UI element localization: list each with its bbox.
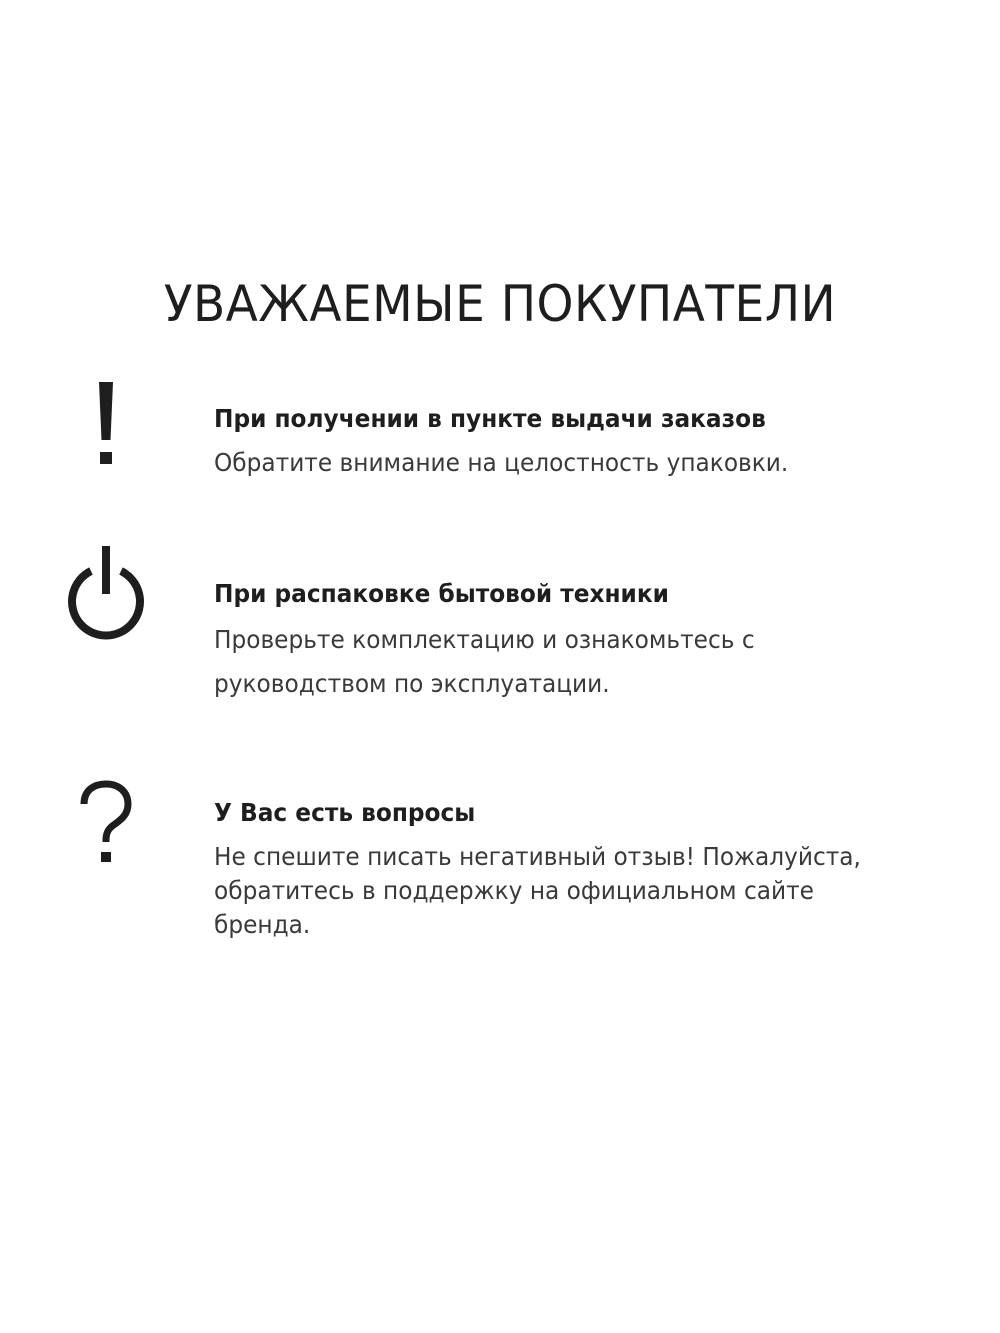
exclamation-icon-svg	[86, 378, 126, 470]
notice-text	[214, 618, 893, 706]
power-icon-svg	[63, 542, 149, 644]
notice-text-line: Не спешите писать негативный отзыв! Пожалуйста,	[214, 842, 861, 871]
notice-text-line: обратитесь в поддержку на официальном сайте	[214, 876, 814, 905]
question-icon-svg	[76, 780, 136, 868]
question-icon	[46, 780, 166, 868]
notice-text	[214, 446, 893, 480]
power-icon	[46, 542, 166, 644]
notice-text-line: бренда.	[214, 910, 311, 939]
page-title: УВАЖАЕМЫЕ ПОКУПАТЕЛИ	[163, 274, 837, 333]
notice-text-line: руководством по эксплуатации.	[214, 669, 610, 698]
notice-heading: При распаковке бытовой техники	[214, 579, 669, 608]
notice-text	[214, 840, 893, 942]
exclamation-icon	[46, 378, 166, 470]
notice-heading: У Вас есть вопросы	[214, 798, 476, 827]
notice-heading: При получении в пункте выдачи заказов	[214, 404, 766, 433]
notice-text-line: Проверьте комплектацию и ознакомьтесь с	[214, 625, 755, 654]
notice-text-line: Обратите внимание на целостность упаковки.	[214, 448, 789, 477]
